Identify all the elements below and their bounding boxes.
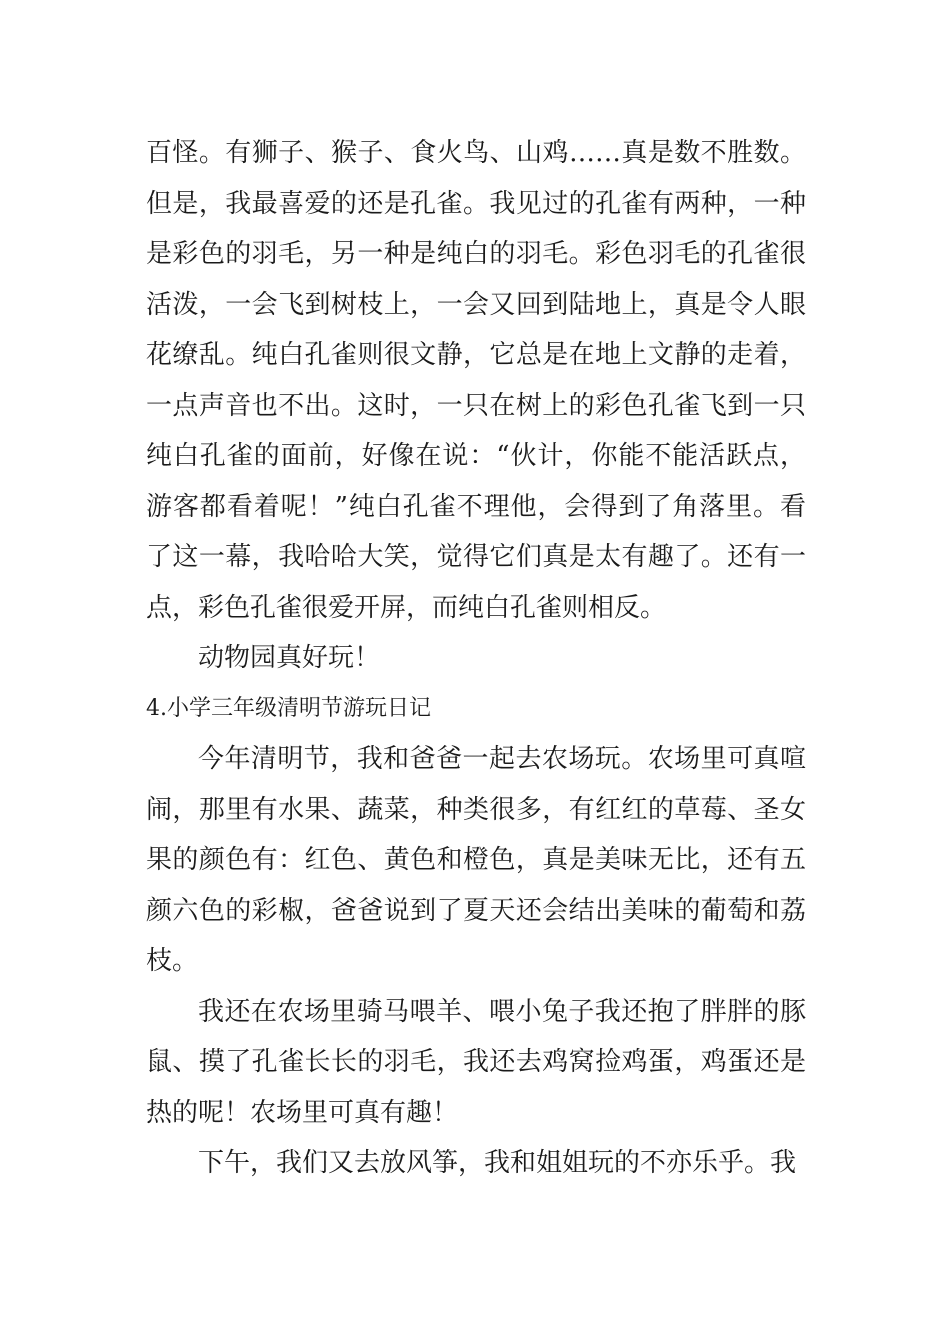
document-page xyxy=(146,128,806,1189)
body-paragraph-2: 我还在农场里骑马喂羊、喂小兔子我还抱了胖胖的豚鼠、摸了孔雀长长的羽毛，我还去鸡窝捡鸡蛋，鸡蛋还是热的呢！农场里可真有趣！ xyxy=(146,996,806,1128)
continuation-paragraph: 百怪。有狮子、猴子、食火鸟、山鸡……真是数不胜数。但是，我最喜爱的还是孔雀。我见过的孔雀有两种，一种是彩色的羽毛，另一种是纯白的羽毛。彩色羽毛的孔雀很活泼，一会飞到树枝上，一会又回到陆地上，真是令人眼花缭乱。纯白孔雀则很文静，它总是在地上文静的走着，一点声音也不出。这时，一只在树上的彩色孔雀飞到一只纯白孔雀的面前，好像在说：“伙计，你能不能活跃点，游客都看着呢！”纯白孔雀不理他，会得到了角落里。看了这一幕，我哈哈大笑，觉得它们真是太有趣了。还有一点，彩色孔雀很爱开屏，而纯白孔雀则相反。 xyxy=(146,138,806,623)
closing-line: 动物园真好玩！ xyxy=(198,643,381,673)
body-paragraph-1: 今年清明节，我和爸爸一起去农场玩。农场里可真喧闹，那里有水果、蔬菜，种类很多，有红红的草莓、圣女果的颜色有：红色、黄色和橙色，真是美味无比，还有五颜六色的彩椒，爸爸说到了夏天还会结出美味的葡萄和荔枝。 xyxy=(146,744,806,976)
section-title: 4.小学三年级清明节游玩日记 xyxy=(146,695,431,721)
body-paragraph-3: 下午，我们又去放风筝，我和姐姐玩的不亦乐乎。我 xyxy=(198,1148,797,1178)
